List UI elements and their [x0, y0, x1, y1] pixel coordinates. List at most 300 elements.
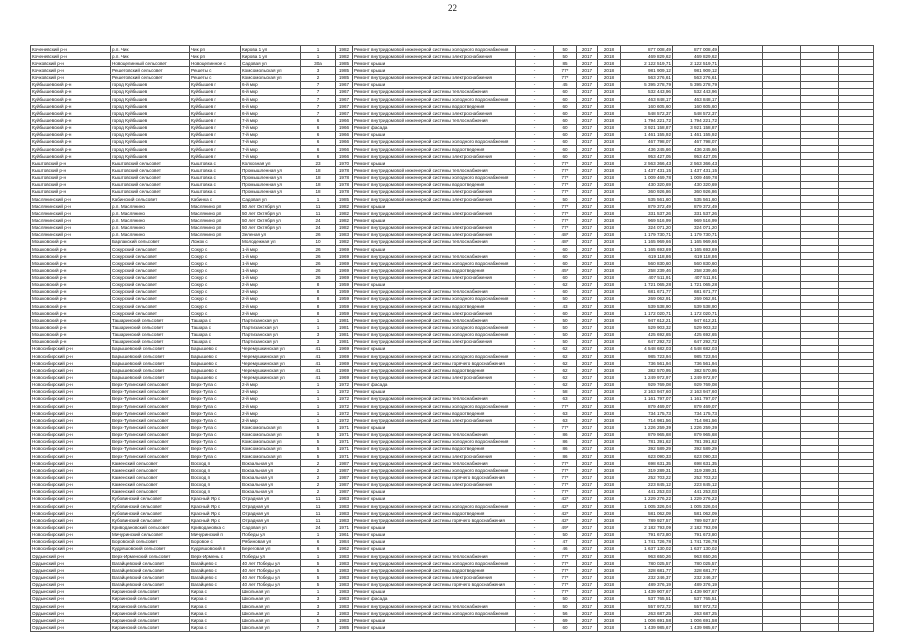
empty-cell [801, 267, 839, 274]
value-cell: 50 [554, 317, 577, 324]
work-type-cell: Ремонт крыши [353, 388, 516, 395]
value-cell: 50 [554, 331, 577, 338]
dash-cell: - [516, 160, 554, 167]
settlement-cell: Кыштовка с [190, 160, 241, 167]
cost-cell: 791 673,80 [621, 531, 673, 538]
empty-cell [839, 210, 874, 217]
end-year-cell: 2018 [598, 581, 621, 588]
start-year-cell: 2017 [577, 588, 598, 595]
district-cell: Куйбышевский р-н [31, 124, 111, 131]
house-number-cell: 26 [301, 253, 336, 260]
end-year-cell: 2018 [598, 510, 621, 517]
empty-cell [719, 517, 763, 524]
house-number-cell: 41 [301, 360, 336, 367]
total-cost-cell: 463 848,17 [673, 95, 719, 102]
work-type-cell: Ремонт внутридомовой инженерной системы теплоснабжения [353, 317, 516, 324]
empty-cell [719, 445, 763, 452]
empty-cell [801, 510, 839, 517]
start-year-cell: 2017 [577, 303, 598, 310]
empty-cell [839, 253, 874, 260]
empty-cell [763, 374, 801, 381]
house-number-cell: 1 [301, 195, 336, 202]
empty-cell [763, 274, 801, 281]
year-built-cell: 1987 [336, 474, 353, 481]
street-cell: Вокзальная ул [241, 460, 301, 467]
house-number-cell: 23 [301, 160, 336, 167]
total-cost-cell: 319 289,31 [673, 467, 719, 474]
value-cell: 42* [554, 517, 577, 524]
dash-cell: - [516, 67, 554, 74]
empty-cell [801, 581, 839, 588]
empty-cell [839, 574, 874, 581]
empty-cell [839, 295, 874, 302]
settlement-cell: Красный Яр с [190, 510, 241, 517]
district-cell: Кыштовский р-н [31, 188, 111, 195]
empty-cell [763, 60, 801, 67]
settlement-cell: Ташара с [190, 317, 241, 324]
district-cell: Куйбышевский р-н [31, 103, 111, 110]
table-row [31, 481, 874, 488]
cost-cell: 529 903,32 [621, 324, 673, 331]
start-year-cell: 2017 [577, 488, 598, 495]
cost-cell: 969 516,99 [621, 217, 673, 224]
total-cost-cell: 681 671,77 [673, 288, 719, 295]
start-year-cell: 2017 [577, 517, 598, 524]
table-row [31, 288, 874, 295]
house-number-cell: 5 [301, 424, 336, 431]
end-year-cell: 2018 [598, 617, 621, 624]
dash-cell: - [516, 267, 554, 274]
year-built-cell: 1966 [336, 124, 353, 131]
total-cost-cell: 563 276,61 [673, 74, 719, 81]
work-type-cell: Ремонт внутридомовой инженерной системы электроснабжения [353, 374, 516, 381]
table-row [31, 524, 874, 531]
value-cell: 60 [554, 274, 577, 281]
total-cost-cell: 5 395 278,79 [673, 81, 719, 88]
street-cell: 40 лет Победы ул [241, 567, 301, 574]
empty-cell [763, 295, 801, 302]
table-row [31, 138, 874, 145]
year-built-cell: 1962 [336, 545, 353, 552]
end-year-cell: 2018 [598, 345, 621, 352]
value-cell: 42* [554, 510, 577, 517]
empty-cell [839, 531, 874, 538]
settlement-cell: Боровое с [190, 538, 241, 545]
year-built-cell: 1987 [336, 488, 353, 495]
table-row [31, 467, 874, 474]
start-year-cell: 2017 [577, 88, 598, 95]
house-number-cell: 11 [301, 503, 336, 510]
empty-cell [763, 424, 801, 431]
house-number-cell: 1 [301, 417, 336, 424]
start-year-cell: 2017 [577, 495, 598, 502]
cost-cell: 1 637 130,02 [621, 545, 673, 552]
street-cell: Промышленная ул [241, 174, 301, 181]
empty-cell [719, 453, 763, 460]
house-number-cell: 3 [301, 602, 336, 609]
empty-cell [763, 552, 801, 559]
table-row [31, 224, 874, 231]
municipality-cell: Верх-Тулинский сельсовет [111, 453, 190, 460]
total-cost-cell: 781 391,62 [673, 438, 719, 445]
settlement-cell: Восход п [190, 467, 241, 474]
table-row [31, 531, 874, 538]
house-number-cell: 2 [301, 474, 336, 481]
empty-cell [719, 581, 763, 588]
settlement-cell: Барышево с [190, 374, 241, 381]
municipality-cell: город Куйбышев [111, 81, 190, 88]
dash-cell: - [516, 495, 554, 502]
end-year-cell: 2018 [598, 367, 621, 374]
total-cost-cell: 436 245,66 [673, 145, 719, 152]
empty-cell [719, 431, 763, 438]
dash-cell: - [516, 403, 554, 410]
district-cell: Куйбышевский р-н [31, 95, 111, 102]
dash-cell: - [516, 567, 554, 574]
end-year-cell: 2018 [598, 374, 621, 381]
empty-cell [839, 310, 874, 317]
district-cell: Новосибирский р-н [31, 410, 111, 417]
value-cell: 56 [554, 610, 577, 617]
table-row [31, 274, 874, 281]
house-number-cell: 6 [301, 145, 336, 152]
year-built-cell: 1983 [336, 581, 353, 588]
empty-cell [763, 338, 801, 345]
empty-cell [801, 60, 839, 67]
settlement-cell: Кирза с [190, 588, 241, 595]
district-cell: Куйбышевский р-н [31, 81, 111, 88]
street-cell: Победы ул [241, 531, 301, 538]
street-cell: Зеленая ул [241, 231, 301, 238]
municipality-cell: Сокурский сельсовет [111, 303, 190, 310]
total-cost-cell: 879 469,07 [673, 403, 719, 410]
end-year-cell: 2018 [598, 74, 621, 81]
dash-cell: - [516, 381, 554, 388]
total-cost-cell: 953 427,05 [673, 153, 719, 160]
end-year-cell: 2018 [598, 395, 621, 402]
empty-cell [719, 81, 763, 88]
empty-cell [763, 610, 801, 617]
start-year-cell: 2017 [577, 131, 598, 138]
empty-cell [719, 495, 763, 502]
street-cell: Отрадная ул [241, 510, 301, 517]
empty-cell [839, 424, 874, 431]
empty-cell [763, 624, 801, 632]
total-cost-cell: 328 681,77 [673, 567, 719, 574]
empty-cell [719, 288, 763, 295]
street-cell: 2-й мкр [241, 388, 301, 395]
dash-cell: - [516, 602, 554, 609]
year-built-cell: 1987 [336, 467, 353, 474]
empty-cell [801, 467, 839, 474]
municipality-cell: Решетовский сельсовет [111, 67, 190, 74]
empty-cell [719, 610, 763, 617]
empty-cell [801, 588, 839, 595]
value-cell: 77* [554, 210, 577, 217]
total-cost-cell: 1 009 469,78 [673, 174, 719, 181]
dash-cell: - [516, 224, 554, 231]
total-cost-cell: 4 548 682,03 [673, 345, 719, 352]
settlement-cell: Сокур с [190, 274, 241, 281]
district-cell: Кочковский р-н [31, 60, 111, 67]
year-built-cell: 1971 [336, 524, 353, 531]
house-number-cell: 2 [301, 460, 336, 467]
municipality-cell: город Куйбышев [111, 95, 190, 102]
table-row [31, 195, 874, 202]
cost-cell: 269 062,91 [621, 295, 673, 302]
municipality-cell: Кыштовский сельсовет [111, 188, 190, 195]
start-year-cell: 2017 [577, 395, 598, 402]
cost-cell: 489 376,19 [621, 581, 673, 588]
empty-cell [763, 81, 801, 88]
street-cell: Школьная ул [241, 602, 301, 609]
street-cell: 2-й мкр [241, 417, 301, 424]
cost-cell: 2 563 366,43 [621, 160, 673, 167]
settlement-cell: Кудряшовский п [190, 545, 241, 552]
total-cost-cell: 252 703,22 [673, 474, 719, 481]
dash-cell: - [516, 331, 554, 338]
empty-cell [801, 210, 839, 217]
empty-cell [801, 617, 839, 624]
municipality-cell: Кирзинский сельсовет [111, 602, 190, 609]
municipality-cell: Криводановский сельсовет [111, 524, 190, 531]
street-cell: 6-й мкр [241, 103, 301, 110]
work-type-cell: Ремонт внутридомовой инженерной системы водоотведения [353, 303, 516, 310]
table-row [31, 117, 874, 124]
house-number-cell: 41 [301, 374, 336, 381]
total-cost-cell: 1 437 431,15 [673, 167, 719, 174]
house-number-cell: 1 [301, 46, 336, 53]
district-cell: Новосибирский р-н [31, 381, 111, 388]
work-type-cell: Ремонт внутридомовой инженерной системы горячего водоснабжения [353, 581, 516, 588]
total-cost-cell: 232 246,37 [673, 574, 719, 581]
dash-cell: - [516, 138, 554, 145]
year-built-cell: 1969 [336, 367, 353, 374]
house-number-cell: 6 [301, 138, 336, 145]
table-row [31, 217, 874, 224]
empty-cell [839, 167, 874, 174]
total-cost-cell: 647 292,72 [673, 338, 719, 345]
year-built-cell: 1971 [336, 438, 353, 445]
value-cell: 77* [554, 188, 577, 195]
municipality-cell: Верх-Тулинский сельсовет [111, 424, 190, 431]
value-cell: 60 [554, 124, 577, 131]
total-cost-cell: 1 439 907,67 [673, 588, 719, 595]
settlement-cell: Куйбышев г [190, 131, 241, 138]
value-cell: 77* [554, 560, 577, 567]
work-type-cell: Ремонт внутридомовой инженерной системы электроснабжения [353, 274, 516, 281]
start-year-cell: 2017 [577, 467, 598, 474]
district-cell: Ордынский р-н [31, 588, 111, 595]
settlement-cell: Маслянино рп [190, 224, 241, 231]
empty-cell [801, 253, 839, 260]
empty-cell [763, 602, 801, 609]
dash-cell: - [516, 317, 554, 324]
municipality-cell: город Куйбышев [111, 117, 190, 124]
empty-cell [763, 403, 801, 410]
end-year-cell: 2018 [598, 567, 621, 574]
district-cell: Маслянинский р-н [31, 231, 111, 238]
year-built-cell: 1969 [336, 253, 353, 260]
value-cell: 47 [554, 538, 577, 545]
dash-cell: - [516, 588, 554, 595]
empty-cell [839, 602, 874, 609]
street-cell: Садовая ул [241, 195, 301, 202]
district-cell: Коченевский р-н [31, 53, 111, 60]
empty-cell [719, 53, 763, 60]
empty-cell [801, 95, 839, 102]
end-year-cell: 2018 [598, 103, 621, 110]
street-cell: 2-й мкр [241, 295, 301, 302]
cost-cell: 467 798,07 [621, 138, 673, 145]
start-year-cell: 2017 [577, 510, 598, 517]
table-row [31, 453, 874, 460]
cost-cell: 1 461 155,92 [621, 131, 673, 138]
empty-cell [719, 46, 763, 53]
district-cell: Кочковский р-н [31, 67, 111, 74]
empty-cell [839, 588, 874, 595]
house-number-cell: 5 [301, 581, 336, 588]
street-cell: Школьная ул [241, 617, 301, 624]
municipality-cell: город Куйбышев [111, 110, 190, 117]
dash-cell: - [516, 210, 554, 217]
municipality-cell: Кыштовский сельсовет [111, 160, 190, 167]
cost-cell: 319 289,31 [621, 467, 673, 474]
cost-cell: 1 249 972,97 [621, 374, 673, 381]
start-year-cell: 2017 [577, 531, 598, 538]
settlement-cell: Решеты с [190, 74, 241, 81]
work-type-cell: Ремонт крыши [353, 588, 516, 595]
year-built-cell: 1983 [336, 617, 353, 624]
dash-cell: - [516, 467, 554, 474]
end-year-cell: 2018 [598, 424, 621, 431]
empty-cell [763, 410, 801, 417]
empty-cell [719, 531, 763, 538]
settlement-cell: Куйбышев г [190, 103, 241, 110]
empty-cell [763, 231, 801, 238]
municipality-cell: Кирзинский сельсовет [111, 595, 190, 602]
street-cell: Кирова 1 ул [241, 53, 301, 60]
empty-cell [801, 403, 839, 410]
start-year-cell: 2017 [577, 545, 598, 552]
house-number-cell: 5 [301, 567, 336, 574]
settlement-cell: Сокур с [190, 310, 241, 317]
empty-cell [839, 110, 874, 117]
empty-cell [839, 381, 874, 388]
district-cell: Кыштовский р-н [31, 181, 111, 188]
start-year-cell: 2017 [577, 46, 598, 53]
empty-cell [839, 303, 874, 310]
house-number-cell: 2 [301, 467, 336, 474]
total-cost-cell: 969 516,99 [673, 217, 719, 224]
cost-cell: 1 741 726,78 [621, 538, 673, 545]
municipality-cell: Барышевский сельсовет [111, 353, 190, 360]
street-cell: 2-й мкр [241, 303, 301, 310]
table-row [31, 95, 874, 102]
cost-cell: 2 163 947,60 [621, 388, 673, 395]
cost-cell: 1 006 691,58 [621, 617, 673, 624]
empty-cell [763, 481, 801, 488]
work-type-cell: Ремонт внутридомовой инженерной системы теплоснабжения [353, 288, 516, 295]
settlement-cell: Сокур с [190, 295, 241, 302]
work-type-cell: Ремонт внутридомовой инженерной системы электроснабжения [353, 453, 516, 460]
empty-cell [763, 95, 801, 102]
street-cell: Черемушкинская ул [241, 367, 301, 374]
work-type-cell: Ремонт внутридомовой инженерной системы холодного водоснабжения [353, 438, 516, 445]
end-year-cell: 2018 [598, 303, 621, 310]
street-cell: Комсомольская ул [241, 453, 301, 460]
work-type-cell: Ремонт фасада [353, 124, 516, 131]
district-cell: Куйбышевский р-н [31, 117, 111, 124]
empty-cell [839, 238, 874, 245]
street-cell: Победы ул [241, 552, 301, 559]
empty-cell [801, 388, 839, 395]
total-cost-cell: 929 769,08 [673, 381, 719, 388]
value-cell: 77* [554, 552, 577, 559]
district-cell: Новосибирский р-н [31, 345, 111, 352]
empty-cell [719, 131, 763, 138]
settlement-cell: Кыштовка с [190, 167, 241, 174]
settlement-cell: Кирза с [190, 595, 241, 602]
district-cell: Новосибирский р-н [31, 453, 111, 460]
empty-cell [763, 588, 801, 595]
empty-cell [763, 217, 801, 224]
house-number-cell: 18 [301, 188, 336, 195]
empty-cell [839, 103, 874, 110]
total-cost-cell: 258 239,46 [673, 267, 719, 274]
municipality-cell: Кубовинский сельсовет [111, 495, 190, 502]
table-row [31, 395, 874, 402]
settlement-cell: Верх-Тула с [190, 445, 241, 452]
empty-cell [801, 360, 839, 367]
year-built-cell: 1971 [336, 453, 353, 460]
year-built-cell: 1959 [336, 295, 353, 302]
year-built-cell: 1966 [336, 131, 353, 138]
house-number-cell: 8 [301, 281, 336, 288]
empty-cell [801, 67, 839, 74]
empty-cell [801, 374, 839, 381]
table-row [31, 67, 874, 74]
dash-cell: - [516, 203, 554, 210]
work-type-cell: Ремонт внутридомовой инженерной системы водоотведения [353, 267, 516, 274]
street-cell: Партизанская ул [241, 317, 301, 324]
end-year-cell: 2018 [598, 167, 621, 174]
empty-cell [719, 160, 763, 167]
year-built-cell: 1983 [336, 588, 353, 595]
settlement-cell: Чик рп [190, 46, 241, 53]
start-year-cell: 2017 [577, 53, 598, 60]
year-built-cell: 1983 [336, 510, 353, 517]
start-year-cell: 2017 [577, 124, 598, 131]
year-built-cell: 1959 [336, 281, 353, 288]
empty-cell [801, 524, 839, 531]
empty-cell [719, 617, 763, 624]
cost-cell: 436 245,66 [621, 145, 673, 152]
municipality-cell: Верх-Тулинский сельсовет [111, 388, 190, 395]
end-year-cell: 2018 [598, 481, 621, 488]
dash-cell: - [516, 545, 554, 552]
street-cell: Черемушкинская ул [241, 374, 301, 381]
total-cost-cell: 2 182 793,09 [673, 524, 719, 531]
district-cell: Мошковский р-н [31, 260, 111, 267]
table-row [31, 260, 874, 267]
value-cell: 48* [554, 238, 577, 245]
end-year-cell: 2018 [598, 538, 621, 545]
table-row [31, 303, 874, 310]
year-built-cell: 1959 [336, 303, 353, 310]
end-year-cell: 2018 [598, 552, 621, 559]
district-cell: Новосибирский р-н [31, 403, 111, 410]
